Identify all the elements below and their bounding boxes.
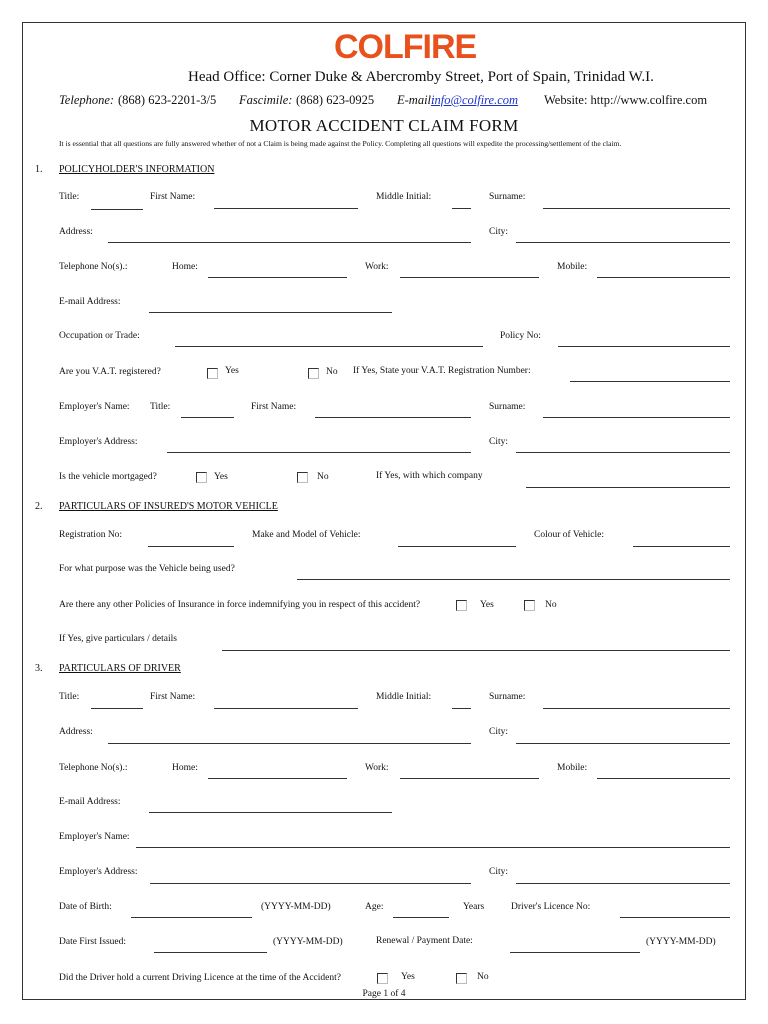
- fax-label: Fascimile:: [239, 93, 293, 107]
- s3-licence-yes-label: Yes: [401, 972, 415, 982]
- s3-first-issued-field[interactable]: [154, 952, 267, 953]
- s1-employer-title-label: Title:: [150, 402, 171, 412]
- s1-mortgage-company-field[interactable]: [526, 487, 730, 488]
- s3-title-label: Title:: [59, 692, 80, 702]
- s3-licence-question: Did the Driver hold a current Driving Licence at the time of the Accident?: [59, 973, 341, 983]
- page-number: Page 1 of 4: [362, 989, 406, 999]
- s3-email-label: E-mail Address:: [59, 797, 121, 807]
- s1-email-field[interactable]: [149, 312, 392, 313]
- s3-address-field[interactable]: [108, 743, 471, 744]
- s3-mobile-label: Mobile:: [557, 763, 588, 773]
- s3-renewal-field[interactable]: [510, 952, 640, 953]
- s1-policy-no-label: Policy No:: [500, 331, 541, 341]
- s1-address-label: Address:: [59, 227, 93, 237]
- form-note: It is essential that all questions are fully answered whether of not a Claim is being made against the Policy. Completing all questions will expedite the processing/settlement of the claim.: [59, 139, 622, 148]
- s3-age-field[interactable]: [393, 917, 449, 918]
- s3-employer-address-label: Employer's Address:: [59, 867, 138, 877]
- s3-work-field[interactable]: [400, 778, 539, 779]
- s1-mortgaged-yes-label: Yes: [214, 472, 228, 482]
- website-text: Website: http://www.colfire.com: [544, 93, 708, 107]
- s1-mortgaged-question: Is the vehicle mortgaged?: [59, 472, 157, 482]
- colfire-logo: COLFIRE: [334, 28, 477, 66]
- s3-city-label: City:: [489, 727, 509, 737]
- s3-age-label: Age:: [365, 902, 384, 912]
- s3-renewal-format: (YYYY-MM-DD): [646, 937, 716, 947]
- s1-employer-address-field[interactable]: [167, 452, 471, 453]
- s3-licence-no-label: Driver's Licence No:: [511, 902, 591, 912]
- s1-policy-no-field[interactable]: [558, 346, 730, 347]
- s1-employer-surname-field[interactable]: [543, 417, 730, 418]
- s3-telephone-label: Telephone No(s).:: [59, 763, 128, 773]
- s1-surname-field[interactable]: [543, 208, 730, 209]
- s3-dob-label: Date of Birth:: [59, 902, 112, 912]
- s1-work-label: Work:: [365, 262, 389, 272]
- s1-vat-yes-label: Yes: [225, 366, 239, 376]
- s1-work-field[interactable]: [400, 277, 539, 278]
- s3-home-field[interactable]: [208, 778, 347, 779]
- s2-other-policies-no-label: No: [545, 600, 557, 610]
- s3-email-field[interactable]: [149, 812, 392, 813]
- s1-address-field[interactable]: [108, 242, 471, 243]
- s3-dob-field[interactable]: [131, 917, 252, 918]
- s3-work-label: Work:: [365, 763, 389, 773]
- s1-employer-city-label: City:: [489, 437, 509, 447]
- s2-colour-field[interactable]: [633, 546, 730, 547]
- email-label: E-mail:: [397, 93, 436, 107]
- s3-first-issued-format: (YYYY-MM-DD): [273, 937, 343, 947]
- s3-middle-initial-label: Middle Initial:: [376, 692, 432, 702]
- s3-city-field[interactable]: [516, 743, 730, 744]
- s1-first-name-label: First Name:: [150, 192, 196, 202]
- s1-city-label: City:: [489, 227, 509, 237]
- s1-employer-name-label: Employer's Name:: [59, 402, 130, 412]
- s2-registration-label: Registration No:: [59, 530, 123, 540]
- s3-employer-address-field[interactable]: [150, 883, 471, 884]
- s3-surname-label: Surname:: [489, 692, 526, 702]
- s3-licence-no-field[interactable]: [620, 917, 730, 918]
- s2-colour-label: Colour of Vehicle:: [534, 530, 605, 540]
- s3-employer-name-field[interactable]: [136, 847, 730, 848]
- s3-middle-initial-field[interactable]: [452, 708, 471, 709]
- telephone-value: (868) 623-2201-3/5: [118, 93, 217, 107]
- s1-mortgaged-yes-checkbox[interactable]: [196, 472, 207, 483]
- s1-occupation-label: Occupation or Trade:: [59, 331, 140, 341]
- s2-other-policies-yes-label: Yes: [480, 600, 494, 610]
- s1-mortgaged-no-label: No: [317, 472, 329, 482]
- s3-employer-name-label: Employer's Name:: [59, 832, 130, 842]
- s1-home-field[interactable]: [208, 277, 347, 278]
- s3-dob-format: (YYYY-MM-DD): [261, 902, 331, 912]
- s1-vat-number-field[interactable]: [570, 381, 730, 382]
- s1-telephone-label: Telephone No(s).:: [59, 262, 128, 272]
- s1-city-field[interactable]: [516, 242, 730, 243]
- s3-licence-no-checkbox[interactable]: [456, 973, 467, 984]
- s3-employer-city-field[interactable]: [516, 883, 730, 884]
- section-3-heading: PARTICULARS OF DRIVER: [59, 663, 181, 674]
- s2-other-policies-question: Are there any other Policies of Insurance in force indemnifying you in respect of this accident?: [59, 600, 421, 610]
- section-3-number: 3.: [35, 663, 43, 674]
- s1-middle-initial-field[interactable]: [452, 208, 471, 209]
- section-2-number: 2.: [35, 501, 43, 512]
- s1-mortgage-company-label: If Yes, with which company: [376, 471, 483, 481]
- s3-employer-city-label: City:: [489, 867, 509, 877]
- head-office-address: Head Office: Corner Duke & Abercromby Street, Port of Spain, Trinidad W.I.: [188, 69, 654, 85]
- s2-particulars-label: If Yes, give particulars / details: [59, 634, 177, 644]
- s3-surname-field[interactable]: [543, 708, 730, 709]
- fax-value: (868) 623-0925: [296, 93, 375, 107]
- s2-make-model-label: Make and Model of Vehicle:: [252, 530, 361, 540]
- s2-registration-field[interactable]: [148, 546, 234, 547]
- s1-employer-surname-label: Surname:: [489, 402, 526, 412]
- s1-vat-yes-checkbox[interactable]: [207, 368, 218, 379]
- s3-first-name-label: First Name:: [150, 692, 196, 702]
- s2-other-policies-yes-checkbox[interactable]: [456, 600, 467, 611]
- email-link[interactable]: info@colfire.com: [431, 93, 519, 107]
- s1-employer-first-name-field[interactable]: [315, 417, 471, 418]
- section-1-number: 1.: [35, 164, 43, 175]
- s1-employer-city-field[interactable]: [516, 452, 730, 453]
- s3-home-label: Home:: [172, 763, 198, 773]
- s3-licence-no-label: No: [477, 972, 489, 982]
- s2-particulars-field[interactable]: [222, 650, 730, 651]
- s1-vat-number-label: If Yes, State your V.A.T. Registration Number:: [353, 366, 531, 376]
- s3-title-field[interactable]: [91, 708, 143, 709]
- s1-title-field[interactable]: [91, 209, 143, 210]
- s1-first-name-field[interactable]: [214, 208, 358, 209]
- s3-renewal-label: Renewal / Payment Date:: [376, 936, 473, 946]
- s1-home-label: Home:: [172, 262, 198, 272]
- s1-mortgaged-no-checkbox[interactable]: [297, 472, 308, 483]
- s1-vat-no-checkbox[interactable]: [308, 368, 319, 379]
- s2-purpose-field[interactable]: [297, 579, 730, 580]
- s2-purpose-label: For what purpose was the Vehicle being used?: [59, 564, 235, 574]
- s1-title-label: Title:: [59, 192, 80, 202]
- form-title: MOTOR ACCIDENT CLAIM FORM: [249, 116, 519, 135]
- s2-other-policies-no-checkbox[interactable]: [524, 600, 535, 611]
- s3-mobile-field[interactable]: [597, 778, 730, 779]
- s1-employer-first-name-label: First Name:: [251, 402, 297, 412]
- s3-years-label: Years: [463, 902, 485, 912]
- section-2-heading: PARTICULARS OF INSURED'S MOTOR VEHICLE: [59, 501, 278, 512]
- s3-first-issued-label: Date First Issued:: [59, 937, 127, 947]
- telephone-label: Telephone:: [59, 93, 115, 107]
- s1-email-label: E-mail Address:: [59, 297, 121, 307]
- s3-first-name-field[interactable]: [214, 708, 358, 709]
- s1-vat-question: Are you V.A.T. registered?: [59, 367, 161, 377]
- s2-make-model-field[interactable]: [398, 546, 516, 547]
- s1-middle-initial-label: Middle Initial:: [376, 192, 432, 202]
- s1-employer-title-field[interactable]: [181, 417, 234, 418]
- s3-licence-yes-checkbox[interactable]: [377, 973, 388, 984]
- s1-surname-label: Surname:: [489, 192, 526, 202]
- s3-address-label: Address:: [59, 727, 93, 737]
- s1-mobile-label: Mobile:: [557, 262, 588, 272]
- section-1-heading: POLICYHOLDER'S INFORMATION: [59, 164, 215, 175]
- s1-occupation-field[interactable]: [175, 346, 483, 347]
- s1-vat-no-label: No: [326, 367, 338, 377]
- s1-employer-address-label: Employer's Address:: [59, 437, 138, 447]
- s1-mobile-field[interactable]: [597, 277, 730, 278]
